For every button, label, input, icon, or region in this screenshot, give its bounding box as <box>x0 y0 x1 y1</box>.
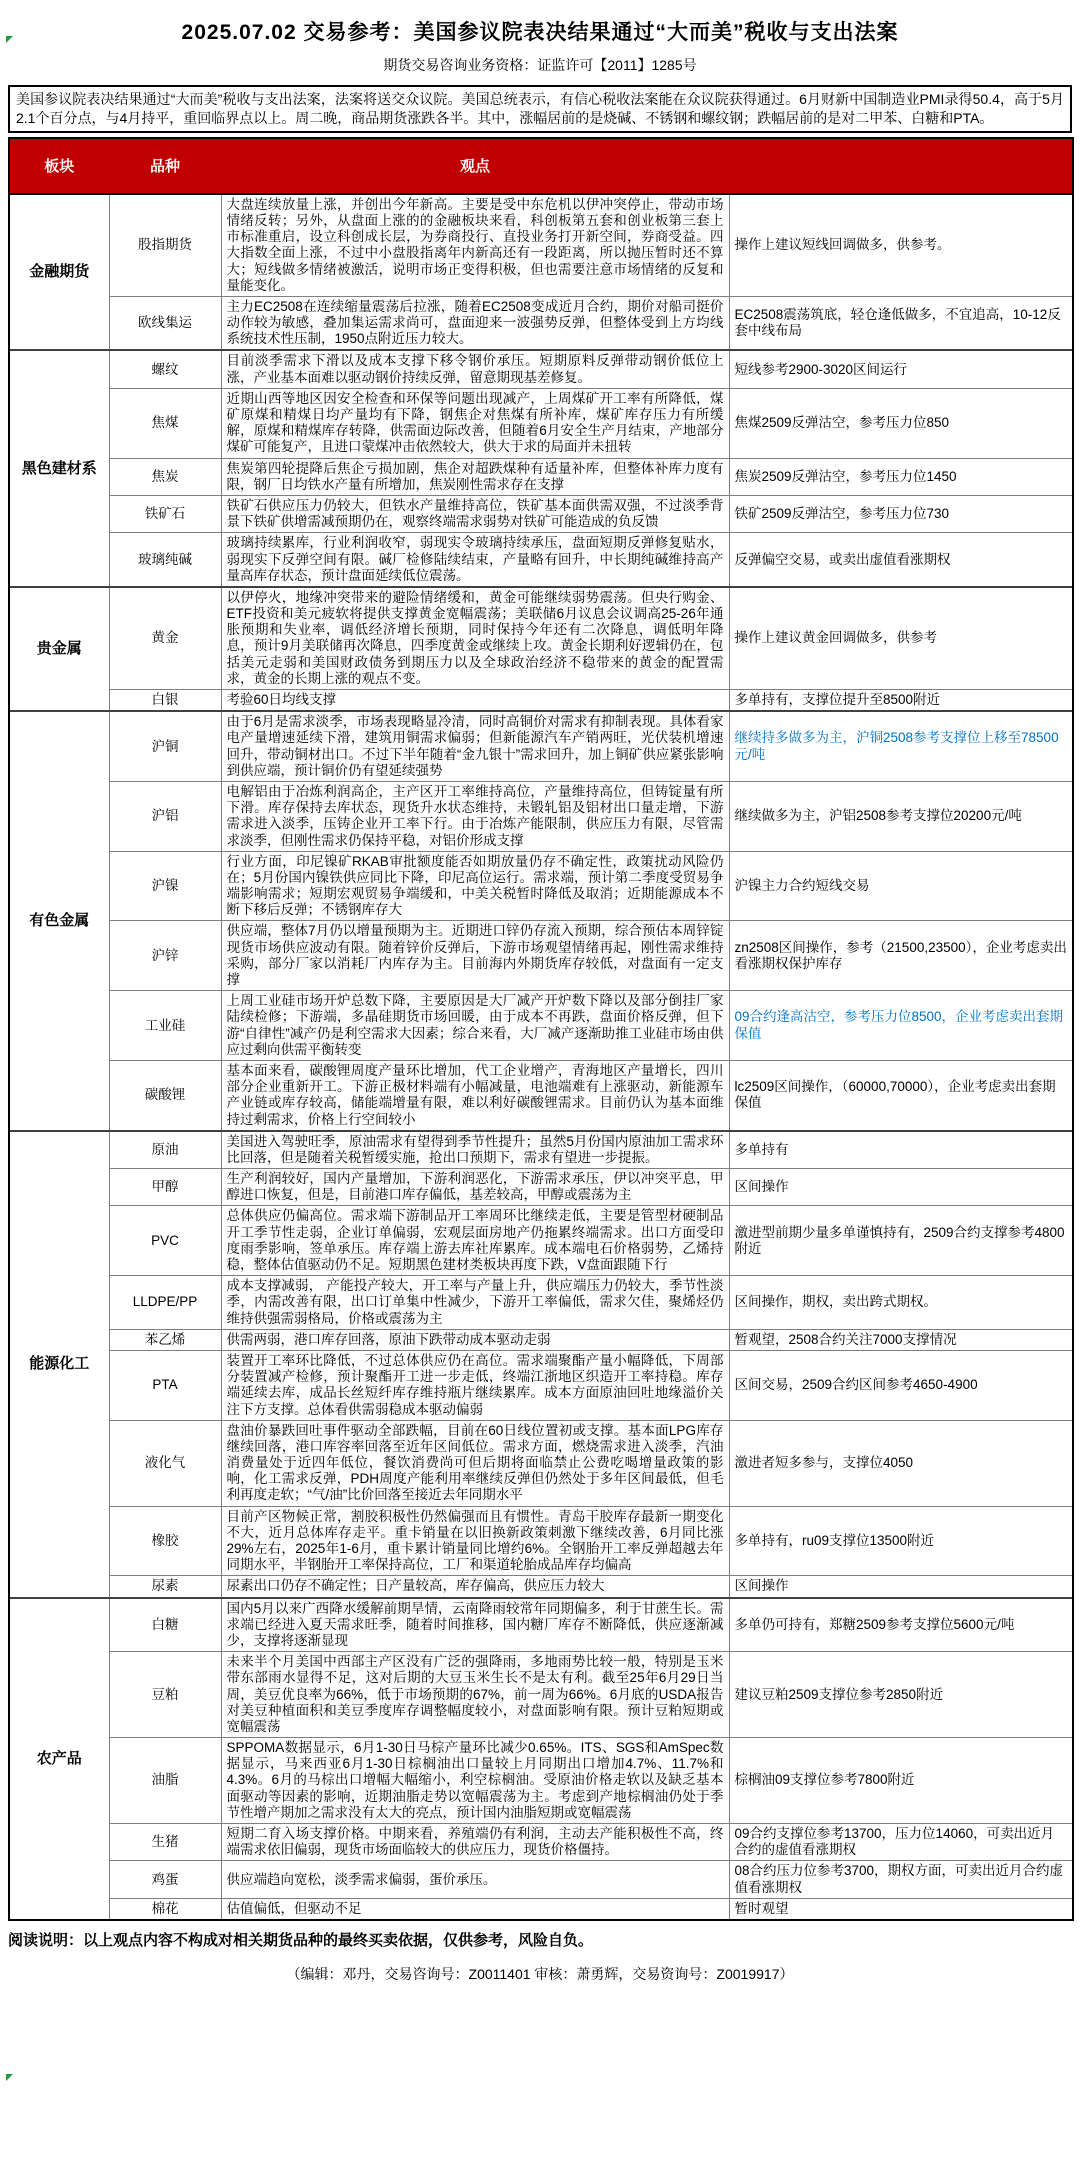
view-cell: 焦炭第四轮提降后焦企亏损加剧，焦企对超跌煤种有适量补库，但整体补库力度有限，钢厂日均铁水产量有所增加，焦炭刚性需求存在支撑 <box>221 458 729 495</box>
variety-cell: LLDPE/PP <box>109 1276 221 1330</box>
variety-cell: 螺纹 <box>109 350 221 388</box>
variety-cell: 白银 <box>109 690 221 712</box>
table-row <box>9 1131 1073 1169</box>
market-summary: 美国参议院表决结果通过“大而美”税收与支出法案，法案将送交众议院。美国总统表示，有信心税收法案能在众议院获得通过。6月财新中国制造业PMI录得50.4，高于5月2.1个百分点，与4月持平，重回临界点以上。周二晚，商品期货涨跌各半。其中，涨幅居前的是烧碱、不锈钢和螺纹钢；跌幅居前的是对二甲苯、白糖和PTA。 <box>8 85 1072 133</box>
view-cell: 目前淡季需求下滑以及成本支撑下移令钢价承压。短期原料反弹带动钢价低位上涨，产业基本面难以驱动钢价持续反弹，留意期现基差修复。 <box>221 350 729 388</box>
variety-cell: 沪铝 <box>109 781 221 851</box>
advice-cell: 09合约支撑位参考13700，压力位14060，可卖出近月合约的虚值看涨期权 <box>729 1824 1073 1861</box>
table-row <box>9 1598 1073 1652</box>
variety-cell: 豆粕 <box>109 1652 221 1738</box>
view-cell: 基本面来看，碳酸锂周度产量环比增加，代工企业增产，青海地区产量增长，四川部分企业重新开工。下游正极材料端有小幅减量，电池端难有上涨驱动，新能源车产业链或库存较高，储能端增量有限，难以利好碳酸锂需求。目前仍认为基本面维持过剩需求，价格上行空间较小 <box>221 1060 729 1130</box>
table-row <box>9 1861 1073 1898</box>
advice-cell: 反弹偏空交易，或卖出虚值看涨期权 <box>729 533 1073 587</box>
table-row <box>9 1329 1073 1350</box>
view-cell: 考验60日均线支撑 <box>221 690 729 712</box>
variety-cell: 苯乙烯 <box>109 1329 221 1350</box>
column-header-sector: 板块 <box>9 138 109 194</box>
variety-cell: 焦炭 <box>109 458 221 495</box>
table-row <box>9 1898 1073 1920</box>
variety-cell: 股指期货 <box>109 194 221 297</box>
table-row <box>9 1738 1073 1824</box>
advice-cell: EC2508震荡筑底，轻仓逢低做多，不宜追高，10-12反套中线布局 <box>729 296 1073 350</box>
variety-cell: 液化气 <box>109 1420 221 1506</box>
table-row <box>9 1576 1073 1598</box>
view-cell: 装置开工率环比降低，不过总体供应仍在高位。需求端聚酯产量小幅降低，下周部分装置减产检修，预计聚酯开工进一步走低，终端江浙地区织造开工率持稳。库存端延续去库，成品长丝短纤库存维持瓶片继续累库。成本方面原油回吐地缘溢价关注下方支撑。总体看供需弱稳成本驱动偏弱 <box>221 1350 729 1420</box>
advice-cell: 激进型前期少量多单谨慎持有，2509合约支撑参考4800附近 <box>729 1206 1073 1276</box>
advice-cell: lc2509区间操作，（60000,70000），企业考虑卖出套期保值 <box>729 1060 1073 1130</box>
table-row <box>9 1506 1073 1576</box>
advice-cell: 焦炭2509反弹沽空，参考压力位1450 <box>729 458 1073 495</box>
advice-cell: 操作上建议短线回调做多，供参考。 <box>729 194 1073 297</box>
sector-cell: 有色金属 <box>9 711 109 1131</box>
table-row <box>9 587 1073 690</box>
advice-cell: zn2508区间操作，参考（21500,23500），企业考虑卖出看涨期权保护库存 <box>729 921 1073 991</box>
advice-cell: 区间交易，2509合约区间参考4650-4900 <box>729 1350 1073 1420</box>
variety-cell: 焦煤 <box>109 388 221 458</box>
variety-cell: 尿素 <box>109 1576 221 1598</box>
page-title: 2025.07.02 交易参考：美国参议院表决结果通过“大而美”税收与支出法案 <box>181 21 899 44</box>
cell-comment-marker-top <box>6 36 13 43</box>
variety-cell: 原油 <box>109 1131 221 1169</box>
view-cell: 目前产区物候正常，割胶积极性仍然偏强而且有惯性。青岛干胶库存最新一期变化不大，近月总体库存走平。重卡销量在以旧换新政策刺激下继续改善，6月同比涨29%左右，2025年1-6月，重卡累计销量同比增约6%。全钢胎开工率反弹超越去年同期水平，半钢胎开工率保持高位，工厂和渠道轮胎成品库存均偏高 <box>221 1506 729 1576</box>
view-cell: 短期二育入场支撑价格。中期来看，养殖端仍有利润，主动去产能积极性不高，终端需求依旧偏弱，现货市场面临较大的供应压力，现货价格僵持。 <box>221 1824 729 1861</box>
variety-cell: 橡胶 <box>109 1506 221 1576</box>
variety-cell: 黄金 <box>109 587 221 690</box>
view-cell: 估值偏低，但驱动不足 <box>221 1898 729 1920</box>
variety-cell: 鸡蛋 <box>109 1861 221 1898</box>
view-cell: 近期山西等地区因安全检查和环保等问题出现减产，上周煤矿开工率有所降低，煤矿原煤和精煤日均产量均有下降，钢焦企对焦煤有所补库，煤矿库存压力有所缓解，原煤和精煤库存转降，供需面边际改善，但随着6月安全生产月结束，产地部分煤矿可能复产，且进口蒙煤冲击依然较大，供大于求的局面并未扭转 <box>221 388 729 458</box>
variety-cell: 碳酸锂 <box>109 1060 221 1130</box>
table-row <box>9 781 1073 851</box>
table-row <box>9 1350 1073 1420</box>
view-cell: 未来半个月美国中西部主产区没有广泛的强降雨，多地雨势比较一般，特别是玉米带东部雨水显得不足，这对后期的大豆玉米生长不是太有利。截至25年6月29日当周，美豆优良率为66%，低于市场预期的67%，前一周为66%。6月底的USDA报告对美豆种植面积和美豆季度库存调整幅度较小，对盘面影响有限。预计豆粕短期或宽幅震荡 <box>221 1652 729 1738</box>
table-row <box>9 1420 1073 1506</box>
view-cell: 国内5月以来广西降水缓解前期旱情，云南降雨较常年同期偏多，利于甘蔗生长。需求端已经进入夏天需求旺季，随着时间推移，国内糖厂库存不断降低，供应逐渐减少，支撑将逐渐显现 <box>221 1598 729 1652</box>
advice-cell: 区间操作，期权，卖出跨式期权。 <box>729 1276 1073 1330</box>
table-row <box>9 690 1073 712</box>
table-header-row <box>9 138 1073 194</box>
table-row <box>9 296 1073 350</box>
disclaimer-note: 阅读说明：以上观点内容不构成对相关期货品种的最终买卖依据，仅供参考，风险自负。 <box>8 1931 594 1949</box>
column-header-variety: 品种 <box>109 138 221 194</box>
advice-cell: 建议豆粕2509支撑位参考2850附近 <box>729 1652 1073 1738</box>
variety-cell: 玻璃纯碱 <box>109 533 221 587</box>
license-subtitle: 期货交易咨询业务资格：证监许可【2011】1285号 <box>383 57 697 73</box>
variety-cell: 甲醇 <box>109 1169 221 1206</box>
variety-cell: PTA <box>109 1350 221 1420</box>
sector-cell: 金融期货 <box>9 194 109 351</box>
cell-comment-marker-bottom <box>6 2074 13 2081</box>
table-row <box>9 921 1073 991</box>
table-row <box>9 1652 1073 1738</box>
advice-cell: 09合约逢高沽空，参考压力位8500，企业考虑卖出套期保值 <box>729 991 1073 1061</box>
table-row <box>9 533 1073 587</box>
table-row <box>9 495 1073 532</box>
table-row <box>9 1276 1073 1330</box>
view-cell: 大盘连续放量上涨，并创出今年新高。主要是受中东危机以伊冲突停止，带动市场情绪反转；另外，从盘面上涨的的金融板块来看，科创板第五套和创业板第三套上市标准重启，设立科创成长层，为券商投行、直投业务打开新空间，券商受益。四大指数全面上涨，不过中小盘股指离年内新高还有一段距离，所以抛压暂时还不算大；短线做多情绪被激活，说明市场正变得积极，但也需要注意市场情绪的反复和量能变化。 <box>221 194 729 297</box>
advice-cell: 区间操作 <box>729 1576 1073 1598</box>
table-row <box>9 388 1073 458</box>
view-cell: 由于6月是需求淡季，市场表现略显冷清，同时高铜价对需求有抑制表现。具体看家电产量增速延续下滑，建筑用铜需求偏弱；但新能源汽车产销两旺，光伏装机增速回升，带动铜材出口。不过下半年随着“金九银十”需求回升，加上铜矿供应紧张影响到供应端，预计铜价仍有望延续强势 <box>221 711 729 781</box>
view-cell: 成本支撑减弱， 产能投产较大，开工率与产量上升，供应端压力仍较大，季节性淡季，内需改善有限，出口订单集中性减少，下游开工率偏低，需求欠佳，聚烯烃仍维持供强需弱格局，价格或震荡为主 <box>221 1276 729 1330</box>
advice-cell: 暂时观望 <box>729 1898 1073 1920</box>
column-header-view: 观点 <box>221 138 729 194</box>
view-cell: 供需两弱，港口库存回落，原油下跌带动成本驱动走弱 <box>221 1329 729 1350</box>
view-cell: 铁矿石供应压力仍较大，但铁水产量维持高位，铁矿基本面供需双强，不过淡季背景下铁矿供增需减预期仍在，观察终端需求弱势对铁矿可能造成的负反馈 <box>221 495 729 532</box>
advice-cell: 多单持有 <box>729 1131 1073 1169</box>
advice-cell: 08合约压力位参考3700，期权方面，可卖出近月合约虚值看涨期权 <box>729 1861 1073 1898</box>
variety-cell: 生猪 <box>109 1824 221 1861</box>
variety-cell: PVC <box>109 1206 221 1276</box>
view-cell: 生产利润较好，国内产量增加，下游利润恶化，下游需求承压，伊以冲突平息，甲醇进口恢复，但是，目前港口库存偏低，基差较高，甲醇或震荡为主 <box>221 1169 729 1206</box>
advice-cell: 暂观望，2508合约关注7000支撑情况 <box>729 1329 1073 1350</box>
view-cell: 美国进入驾驶旺季，原油需求有望得到季节性提升；虽然5月份国内原油加工需求环比回落，但是随着关税暂缓实施，抢出口预期下，需求有望进一步提振。 <box>221 1131 729 1169</box>
view-cell: 以伊停火，地缘冲突带来的避险情绪缓和，黄金可能继续弱势震荡。但央行购金、ETF投资和美元疲软将提供支撑黄金宽幅震荡；美联储6月议息会议调高25-26年通胀预期和失业率，调低经济增长预期，同时保持今年还有二次降息，调低明年降息，预计9月美联储再次降息，四季度黄金或继续上攻。黄金长期利好逻辑仍在，包括美元走弱和美国财政债务到期压力以及全球政治经济不稳带来的黄金的配置需求，黄金的长期上涨的观点不变。 <box>221 587 729 690</box>
variety-cell: 沪镍 <box>109 851 221 921</box>
view-cell: 行业方面，印尼镍矿RKAB审批额度能否如期放量仍存不确定性，政策扰动风险仍在；5月份国内镍铁供应同比下降，印尼高位运行。需求端，预计第二季度受贸易争端影响需求；短期宏观贸易争端缓和，中美关税暂时降低及取消；近期能源成本不断下移后反弹；不锈钢库存大 <box>221 851 729 921</box>
view-cell: SPPOMA数据显示，6月1-30日马棕产量环比减少0.65%。ITS、SGS和AmSpec数据显示，马来西亚6月1-30日棕榈油出口量较上月同期出口增加4.7%、11.7%和4.3%。6月的马棕出口增幅大幅缩小，利空棕榈油。受原油价格走软以及缺乏基本面驱动等因素的影响，近期油脂走势以宽幅震荡为主。考虑到产地棕榈油仍处于季节性增产期加之需求没有太大的亮点，预计国内油脂短期或宽幅震荡 <box>221 1738 729 1824</box>
advice-cell: 激进者短多参与，支撑位4050 <box>729 1420 1073 1506</box>
table-row <box>9 194 1073 297</box>
view-cell: 尿素出口仍存不确定性；日产量较高，库存偏高，供应压力较大 <box>221 1576 729 1598</box>
column-header-advice <box>729 138 1073 194</box>
advice-cell: 铁矿2509反弹沽空，参考压力位730 <box>729 495 1073 532</box>
variety-cell: 工业硅 <box>109 991 221 1061</box>
advice-cell: 继续持多做多为主，沪铜2508参考支撑位上移至78500元/吨 <box>729 711 1073 781</box>
advice-cell: 焦煤2509反弹沽空，参考压力位850 <box>729 388 1073 458</box>
variety-cell: 欧线集运 <box>109 296 221 350</box>
advice-cell: 多单仍可持有，郑糖2509参考支撑位5600元/吨 <box>729 1598 1073 1652</box>
table-row <box>9 1206 1073 1276</box>
table-row <box>9 851 1073 921</box>
sector-cell: 黑色建材系 <box>9 350 109 586</box>
editor-credits: （编辑：邓丹，交易咨询号：Z0011401 审核：萧勇辉，交易资询号：Z0019917） <box>286 1965 794 1982</box>
advice-cell: 多单持有，支撑位提升至8500附近 <box>729 690 1073 712</box>
variety-cell: 棉花 <box>109 1898 221 1920</box>
sector-cell: 能源化工 <box>9 1131 109 1598</box>
variety-cell: 白糖 <box>109 1598 221 1652</box>
advice-cell: 沪镍主力合约短线交易 <box>729 851 1073 921</box>
view-cell: 供应端趋向宽松，淡季需求偏弱，蛋价承压。 <box>221 1861 729 1898</box>
view-cell: 总体供应仍偏高位。需求端下游制品开工率周环比继续走低，主要是管型材硬制品开工季节性走弱，企业订单偏弱，宏观层面房地产仍拖累终端需求。出口方面受印度雨季影响，签单承压。库存端上游去库社库累库。成本端电石价格弱势，乙烯持稳，整体估值驱动仍不足。短期黑色建材类板块再度下跌，V盘面跟随下行 <box>221 1206 729 1276</box>
view-cell: 主力EC2508在连续缩量震荡后拉涨，随着EC2508变成近月合约，期价对船司挺价动作较为敏感，叠加集运需求尚可，盘面迎来一波强势反弹，但整体受到上方均线系统技术性压制，1950点附近压力较大。 <box>221 296 729 350</box>
sector-cell: 贵金属 <box>9 587 109 711</box>
table-row <box>9 1169 1073 1206</box>
view-cell: 电解铝由于冶炼利润高企，主产区开工率维持高位，产量维持高位，但铸锭量有所下滑。库存保持去库状态，现货升水状态维持，未锻轧铝及铝材出口量走增，下游需求进入淡季，压铸企业开工率下行。由于冶炼产能限制，供应压力有限，尽管需求淡季，但刚性需求仍保持平稳，对铝价形成支撑 <box>221 781 729 851</box>
table-row <box>9 991 1073 1061</box>
table-row <box>9 350 1073 388</box>
sector-cell: 农产品 <box>9 1598 109 1920</box>
advice-cell: 操作上建议黄金回调做多，供参考 <box>729 587 1073 690</box>
view-cell: 供应端，整体7月仍以增量预期为主。近期进口锌仍存流入预期，综合预估本周锌锭现货市场供应波动有限。随着锌价反弹后，下游市场观望情绪再起，刚性需求维持采购，部分厂家以消耗厂内库存为主。目前海内外期货库存较低，对盘面有一定支撑 <box>221 921 729 991</box>
view-cell: 上周工业硅市场开炉总数下降，主要原因是大厂减产开炉数下降以及部分倒挂厂家陆续检修；下游端，多晶硅期货市场回暖，由于成本不再跌，盘面价格反弹，但下游“自律性”减产仍是利空需求大因素；综合来看，大厂减产逐渐助推工业硅市场由供应过剩向供需平衡转变 <box>221 991 729 1061</box>
variety-cell: 铁矿石 <box>109 495 221 532</box>
advice-cell: 短线参考2900-3020区间运行 <box>729 350 1073 388</box>
advice-cell: 继续做多为主，沪铝2508参考支撑位20200元/吨 <box>729 781 1073 851</box>
advice-cell: 多单持有，ru09支撑位13500附近 <box>729 1506 1073 1576</box>
view-cell: 玻璃持续累库，行业利润收窄，弱现实令玻璃持续承压，盘面短期反弹修复贴水，弱现实下反弹空间有限。碱厂检修陆续结束，产量略有回升，中长期纯碱维持高产量高库存状态，预计盘面延续低位震荡。 <box>221 533 729 587</box>
variety-cell: 沪锌 <box>109 921 221 991</box>
advice-cell: 区间操作 <box>729 1169 1073 1206</box>
table-row <box>9 711 1073 781</box>
view-cell: 盘油价暴跌回吐事件驱动全部跌幅，目前在60日线位置初或支撑。基本面LPG库存继续回落，港口库容率回落至近年区间低位。需求方面，燃烧需求进入淡季，汽油消费量处于近四年低位，餐饮消费尚可但后期将面临禁止公费吃喝增量政策的影响，化工需求反弹，PDH周度产能利用率继续反弹但仍然处于多年区间最低，但毛利再度走软；“气/油”比价回落至接近去年同期水平 <box>221 1420 729 1506</box>
table-row <box>9 458 1073 495</box>
table-row <box>9 1060 1073 1130</box>
advice-cell: 棕榈油09支撑位参考7800附近 <box>729 1738 1073 1824</box>
trading-reference-table <box>8 137 1074 1921</box>
variety-cell: 油脂 <box>109 1738 221 1824</box>
table-row <box>9 1824 1073 1861</box>
variety-cell: 沪铜 <box>109 711 221 781</box>
